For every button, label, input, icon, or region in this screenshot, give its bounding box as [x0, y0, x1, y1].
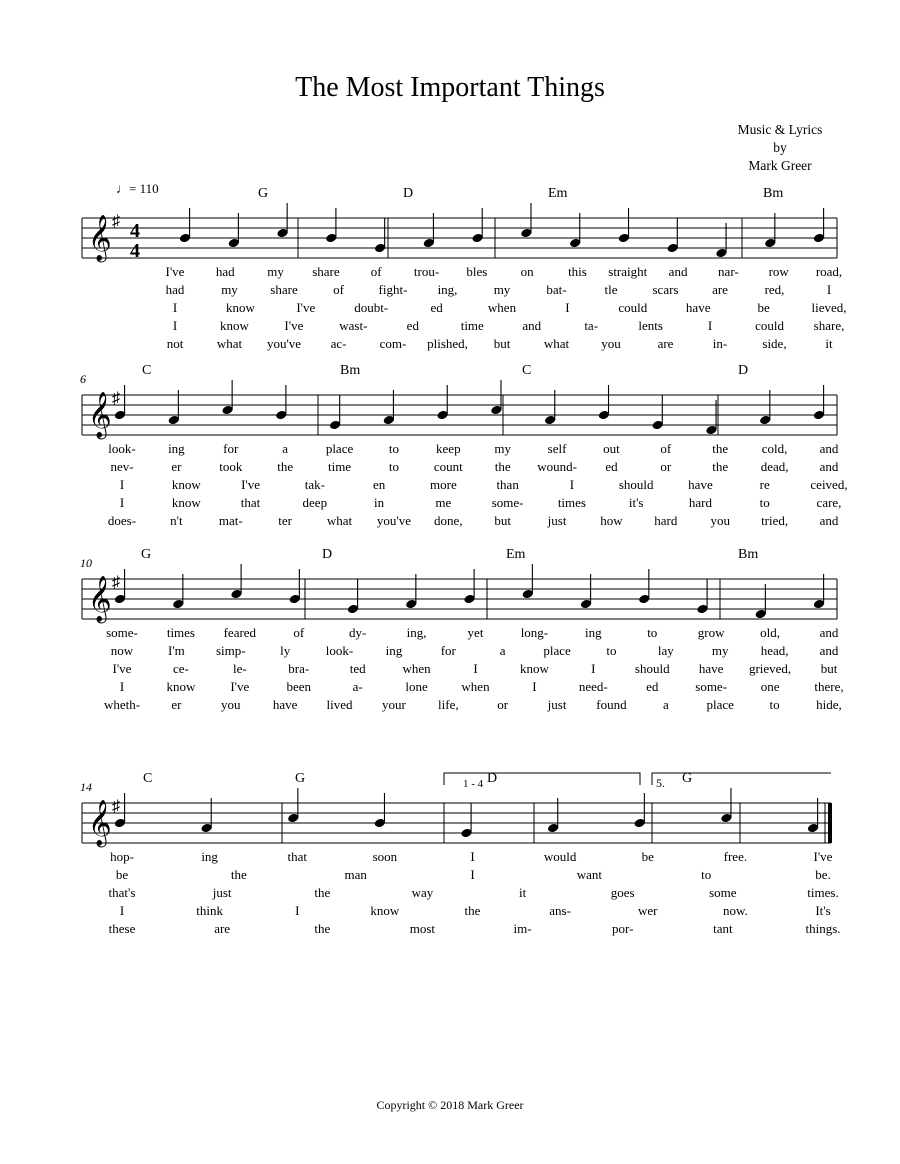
measure-number: 14: [80, 780, 92, 794]
lyric-syllable: life,: [438, 697, 459, 712]
lyric-syllable: what: [216, 336, 243, 351]
lyric-syllable: been: [286, 679, 312, 694]
lyric-syllable: le-: [232, 661, 247, 676]
lyric-syllable: need-: [578, 679, 608, 694]
lyric-syllable: a: [499, 643, 506, 658]
lyric-syllable: more: [430, 477, 457, 492]
lyric-syllable: it's: [628, 495, 644, 510]
lyric-syllable: time: [327, 459, 352, 474]
lyric-syllable: I: [470, 849, 475, 864]
lyric-syllable: lents: [638, 318, 663, 333]
lyric-syllable: bat-: [546, 282, 567, 297]
lyric-syllable: done,: [434, 513, 463, 528]
lyric-syllable: share: [270, 282, 298, 297]
time-signature-top: 4: [130, 220, 140, 242]
lyric-syllable: wheth-: [103, 697, 141, 712]
lyric-syllable: n't: [170, 513, 183, 528]
lyric-syllable: fight-: [378, 282, 408, 297]
lyric-syllable: the: [314, 885, 331, 900]
lyric-syllable: en: [372, 477, 386, 492]
lyric-syllable: way: [411, 885, 434, 900]
lyric-syllable: my: [493, 282, 511, 297]
lyric-syllable: place: [706, 697, 734, 712]
lyric-syllable: to: [388, 459, 399, 474]
lyric-syllable: row: [768, 264, 789, 279]
lyric-syllable: ly: [280, 643, 291, 658]
chord-symbol: Bm: [340, 363, 361, 378]
lyric-syllable: the: [712, 441, 729, 456]
lyric-syllable: ta-: [584, 318, 599, 333]
lyric-syllable: goes: [610, 885, 635, 900]
lyric-syllable: to: [606, 643, 617, 658]
lyric-syllable: my: [267, 264, 284, 279]
lyric-syllable: should: [634, 661, 670, 676]
lyric-syllable: por-: [612, 921, 634, 936]
lyric-syllable: tant: [713, 921, 733, 936]
lyric-syllable: lay: [657, 643, 674, 658]
lyric-syllable: things.: [805, 921, 841, 936]
lyric-syllable: hop-: [110, 849, 134, 864]
lyric-syllable: grow: [697, 625, 725, 640]
lyric-syllable: yet: [467, 625, 484, 640]
lyric-syllable: some-: [106, 625, 138, 640]
lyric-syllable: does-: [107, 513, 137, 528]
lyric-syllable: I've: [296, 300, 316, 315]
lyric-syllable: when: [487, 300, 517, 315]
lyric-syllable: of: [293, 625, 305, 640]
lyric-syllable: I: [565, 300, 570, 315]
lyric-syllable: this: [568, 264, 587, 279]
lyric-syllable: er: [171, 697, 182, 712]
lyric-syllable: when: [402, 661, 431, 676]
credit-line: Mark Greer: [748, 158, 812, 173]
lyric-syllable: not: [166, 336, 184, 351]
lyric-syllable: and: [819, 459, 839, 474]
lyric-syllable: of: [333, 282, 344, 297]
lyric-syllable: times.: [807, 885, 839, 900]
lyric-syllable: I: [172, 318, 178, 333]
lyric-syllable: ing,: [406, 625, 427, 640]
lyric-syllable: I: [119, 903, 125, 918]
lyric-syllable: road,: [815, 264, 843, 279]
lyric-syllable: most: [409, 921, 436, 936]
lyric-syllable: some: [709, 885, 737, 900]
chord-symbol: G: [258, 186, 269, 201]
lyric-syllable: you: [221, 697, 241, 712]
lyric-syllable: there,: [814, 679, 844, 694]
lyric-syllable: cold,: [761, 441, 788, 456]
lyric-syllable: bra-: [288, 661, 310, 676]
lyric-syllable: on: [520, 264, 534, 279]
lyric-syllable: it: [518, 885, 527, 900]
lyric-syllable: I: [532, 679, 537, 694]
lyric-syllable: to: [647, 625, 658, 640]
lyric-syllable: ter: [278, 513, 293, 528]
lyric-syllable: I've: [813, 849, 833, 864]
lyric-syllable: im-: [513, 921, 532, 936]
lyric-syllable: I: [826, 282, 832, 297]
chord-symbol: Bm: [763, 186, 784, 201]
lyric-syllable: times: [166, 625, 196, 640]
lyric-syllable: and: [819, 643, 839, 658]
lyric-syllable: ing: [201, 849, 218, 864]
lyric-syllable: ans-: [549, 903, 571, 918]
lyric-syllable: bles: [466, 264, 488, 279]
lyric-syllable: for: [440, 643, 456, 658]
lyric-syllable: ted: [349, 661, 366, 676]
lyric-syllable: just: [547, 513, 567, 528]
lyric-syllable: be.: [815, 867, 831, 882]
lyric-syllable: found: [596, 697, 627, 712]
treble-clef-icon: 𝄞: [88, 576, 112, 621]
lyric-syllable: soon: [372, 849, 398, 864]
lyric-syllable: I: [295, 903, 300, 918]
lyric-syllable: trou-: [413, 264, 440, 279]
lyric-syllable: in-: [712, 336, 728, 351]
lyric-syllable: would: [543, 849, 577, 864]
lyric-syllable: but: [493, 336, 511, 351]
lyric-syllable: now: [110, 643, 134, 658]
lyric-syllable: to: [759, 495, 770, 510]
lyric-syllable: com-: [379, 336, 407, 351]
lyric-syllable: and: [819, 441, 839, 456]
staff-system: [82, 380, 837, 435]
lyric-syllable: out: [603, 441, 620, 456]
lyric-syllable: just: [212, 885, 232, 900]
lyric-syllable: tried,: [761, 513, 789, 528]
lyric-syllable: ed: [430, 300, 443, 315]
lyric-syllable: could: [618, 300, 648, 315]
lyric-syllable: look-: [325, 643, 354, 658]
lyric-syllable: you've: [266, 336, 302, 351]
treble-clef-icon: 𝄞: [88, 800, 112, 845]
lyric-syllable: ing: [168, 441, 185, 456]
measure-number: 10: [80, 556, 92, 570]
lyric-syllable: ed: [406, 318, 419, 333]
lyric-syllable: share: [312, 264, 340, 279]
copyright: Copyright © 2018 Mark Greer: [376, 1098, 524, 1112]
lyric-syllable: could: [755, 318, 784, 333]
lyric-syllable: a: [662, 697, 669, 712]
lyric-syllable: scars: [652, 282, 679, 297]
lyric-syllable: feared: [223, 625, 257, 640]
lyric-syllable: nev-: [110, 459, 134, 474]
lyric-syllable: know: [166, 679, 196, 694]
lyric-syllable: wound-: [537, 459, 577, 474]
chord-symbol: G: [141, 547, 152, 562]
lyric-syllable: that's: [108, 885, 136, 900]
second-ending-bracket: [652, 773, 831, 785]
lyric-syllable: should: [618, 477, 654, 492]
chord-symbol: D: [487, 771, 498, 786]
lyric-syllable: know: [220, 318, 249, 333]
lyric-syllable: to: [701, 867, 712, 882]
lyric-syllable: took: [219, 459, 243, 474]
lyric-syllable: ed: [605, 459, 618, 474]
lyric-syllable: I'm: [167, 643, 185, 658]
lyric-syllable: lone: [405, 679, 428, 694]
treble-clef-icon: 𝄞: [88, 215, 112, 260]
lyric-syllable: but: [494, 513, 512, 528]
lyric-syllable: to: [769, 697, 780, 712]
lyric-syllable: some-: [491, 495, 524, 510]
lyric-syllable: ce-: [172, 661, 189, 676]
lyric-syllable: er: [171, 459, 182, 474]
lyric-syllable: I've: [165, 264, 185, 279]
lyric-syllable: the: [314, 921, 331, 936]
lyric-syllable: I: [569, 477, 575, 492]
lyric-syllable: you've: [376, 513, 411, 528]
lyric-syllable: I: [119, 477, 125, 492]
ending-label: 5.: [656, 776, 665, 790]
lyric-syllable: hard: [654, 513, 678, 528]
lyric-syllable: or: [497, 697, 509, 712]
lyric-syllable: than: [496, 477, 519, 492]
chord-symbol: C: [522, 363, 532, 378]
lyric-syllable: head,: [760, 643, 789, 658]
lyric-syllable: man: [344, 867, 367, 882]
lyric-syllable: think: [196, 903, 223, 918]
lyric-syllable: ceived,: [810, 477, 848, 492]
final-barline: [828, 803, 832, 843]
lyric-syllable: ed: [646, 679, 659, 694]
lyric-syllable: place: [543, 643, 571, 658]
lyric-syllable: doubt-: [354, 300, 389, 315]
lyric-syllable: ac-: [330, 336, 347, 351]
lyric-syllable: are: [712, 282, 728, 297]
lyric-syllable: of: [370, 264, 382, 279]
lyric-syllable: that: [240, 495, 261, 510]
chord-symbol: Bm: [738, 547, 759, 562]
lyric-syllable: know: [171, 477, 201, 492]
lyric-syllable: know: [519, 661, 549, 676]
lyric-syllable: self: [547, 441, 567, 456]
lyric-syllable: my: [711, 643, 729, 658]
lyric-syllable: the: [494, 459, 511, 474]
lyric-syllable: I: [473, 661, 478, 676]
lyric-syllable: have: [688, 477, 713, 492]
chord-symbol: C: [142, 363, 152, 378]
lyric-syllable: hide,: [816, 697, 842, 712]
credit-line: by: [773, 140, 787, 155]
lyric-syllable: lived: [326, 697, 353, 712]
key-signature-sharp-icon: ♯: [112, 213, 120, 230]
key-signature-sharp-icon: ♯: [112, 798, 120, 815]
lyric-syllable: me: [435, 495, 452, 510]
lyric-syllable: I've: [112, 661, 132, 676]
lyric-syllable: your: [382, 697, 406, 712]
staff-system: [82, 564, 837, 619]
lyric-syllable: hard: [688, 495, 713, 510]
lyric-syllable: care,: [816, 495, 842, 510]
lyric-syllable: the: [712, 459, 729, 474]
lyric-syllable: and: [819, 625, 839, 640]
lyric-syllable: my: [221, 282, 238, 297]
lyric-syllable: some-: [695, 679, 728, 694]
lyric-syllable: grieved,: [748, 661, 792, 676]
lyric-syllable: It's: [815, 903, 831, 918]
lyric-syllable: dy-: [348, 625, 367, 640]
lyric-syllable: know: [370, 903, 400, 918]
chord-symbol: C: [143, 771, 153, 786]
lyric-syllable: old,: [760, 625, 781, 640]
lyric-syllable: ing: [585, 625, 602, 640]
credit-line: Music & Lyrics: [737, 122, 823, 137]
lyric-syllable: are: [657, 336, 674, 351]
staff-system: [82, 203, 837, 258]
tempo-marking: ♩= 110: [116, 181, 159, 196]
lyric-syllable: dead,: [760, 459, 789, 474]
chord-symbol: D: [403, 186, 414, 201]
lyric-syllable: share,: [813, 318, 845, 333]
treble-clef-icon: 𝄞: [88, 392, 112, 437]
lyric-syllable: you: [601, 336, 621, 351]
chord-symbol: G: [682, 771, 693, 786]
lyric-syllable: how: [600, 513, 623, 528]
ending-label: 1 - 4: [463, 778, 484, 790]
lyric-syllable: these: [108, 921, 136, 936]
lyric-syllable: count: [433, 459, 463, 474]
lyric-syllable: had: [215, 264, 235, 279]
lyric-syllable: when: [461, 679, 490, 694]
lyric-syllable: a: [282, 441, 289, 456]
lyric-syllable: I've: [284, 318, 304, 333]
lyric-syllable: I've: [230, 679, 250, 694]
song-title: The Most Important Things: [295, 72, 605, 103]
key-signature-sharp-icon: ♯: [112, 390, 120, 407]
chord-symbol: D: [322, 547, 333, 562]
lyric-syllable: straight: [608, 264, 648, 279]
lyric-syllable: I've: [241, 477, 261, 492]
lyric-syllable: have: [698, 661, 724, 676]
lyric-syllable: want: [576, 867, 602, 882]
lyric-syllable: have: [685, 300, 711, 315]
lyric-syllable: had: [165, 282, 185, 297]
lyric-syllable: I: [119, 679, 125, 694]
lyric-syllable: times: [557, 495, 586, 510]
lyric-syllable: be: [757, 300, 770, 315]
time-signature-bottom: 4: [130, 240, 140, 262]
key-signature-sharp-icon: ♯: [112, 574, 120, 591]
staff-system: [82, 773, 832, 843]
lyric-syllable: ing: [385, 643, 403, 658]
lyric-syllable: be: [641, 849, 654, 864]
lyric-syllable: and: [819, 513, 839, 528]
lyric-syllable: are: [214, 921, 231, 936]
lyric-syllable: re: [759, 477, 770, 492]
lyric-syllable: my: [494, 441, 512, 456]
chord-symbol: Em: [548, 186, 568, 201]
lyric-syllable: now.: [722, 903, 748, 918]
lyric-syllable: nar-: [718, 264, 739, 279]
lyric-syllable: simp-: [215, 643, 246, 658]
lyric-syllable: tle: [604, 282, 618, 297]
lyric-syllable: ing,: [437, 282, 458, 297]
chord-symbol: Em: [506, 547, 526, 562]
lyric-syllable: plished,: [427, 336, 468, 351]
lyric-syllable: I: [119, 495, 125, 510]
lyric-syllable: just: [547, 697, 567, 712]
lyric-syllable: and: [668, 264, 688, 279]
lyric-syllable: be: [115, 867, 129, 882]
lyric-syllable: lieved,: [811, 300, 847, 315]
lyric-syllable: but: [820, 661, 838, 676]
lyric-syllable: you: [710, 513, 730, 528]
lyric-syllable: or: [660, 459, 672, 474]
chord-symbol: D: [738, 363, 749, 378]
lyric-syllable: I: [707, 318, 713, 333]
lyric-syllable: for: [223, 441, 239, 456]
lyric-syllable: tak-: [304, 477, 325, 492]
lyric-syllable: side,: [762, 336, 787, 351]
lyric-syllable: the: [464, 903, 481, 918]
lyric-syllable: to: [388, 441, 399, 456]
lyric-syllable: red,: [764, 282, 785, 297]
lyric-syllable: time: [460, 318, 484, 333]
lyric-syllable: what: [326, 513, 353, 528]
lyric-syllable: know: [225, 300, 255, 315]
lyric-syllable: a-: [352, 679, 363, 694]
lyric-syllable: place: [325, 441, 354, 456]
lyric-syllable: of: [660, 441, 672, 456]
lyric-syllable: mat-: [218, 513, 243, 528]
lyric-syllable: and: [522, 318, 542, 333]
lyric-syllable: the: [277, 459, 294, 474]
lyric-syllable: that: [287, 849, 307, 864]
lyric-syllable: look-: [108, 441, 136, 456]
lyric-syllable: I: [470, 867, 475, 882]
lyric-syllable: wer: [638, 903, 658, 918]
lyric-syllable: keep: [436, 441, 461, 456]
lyric-syllable: long-: [520, 625, 549, 640]
lyric-syllable: one: [760, 679, 780, 694]
lyric-syllable: deep: [302, 495, 328, 510]
lyric-syllable: know: [171, 495, 201, 510]
chord-symbol: G: [295, 771, 306, 786]
lyric-syllable: have: [272, 697, 298, 712]
lyric-syllable: it: [825, 336, 833, 351]
lyric-syllable: what: [543, 336, 570, 351]
lyric-syllable: I: [591, 661, 596, 676]
lyric-syllable: in: [374, 495, 385, 510]
measure-number: 6: [80, 372, 86, 386]
lyric-syllable: I: [172, 300, 178, 315]
lyric-syllable: the: [230, 867, 247, 882]
lyric-syllable: wast-: [339, 318, 368, 333]
lyric-syllable: free.: [723, 849, 748, 864]
